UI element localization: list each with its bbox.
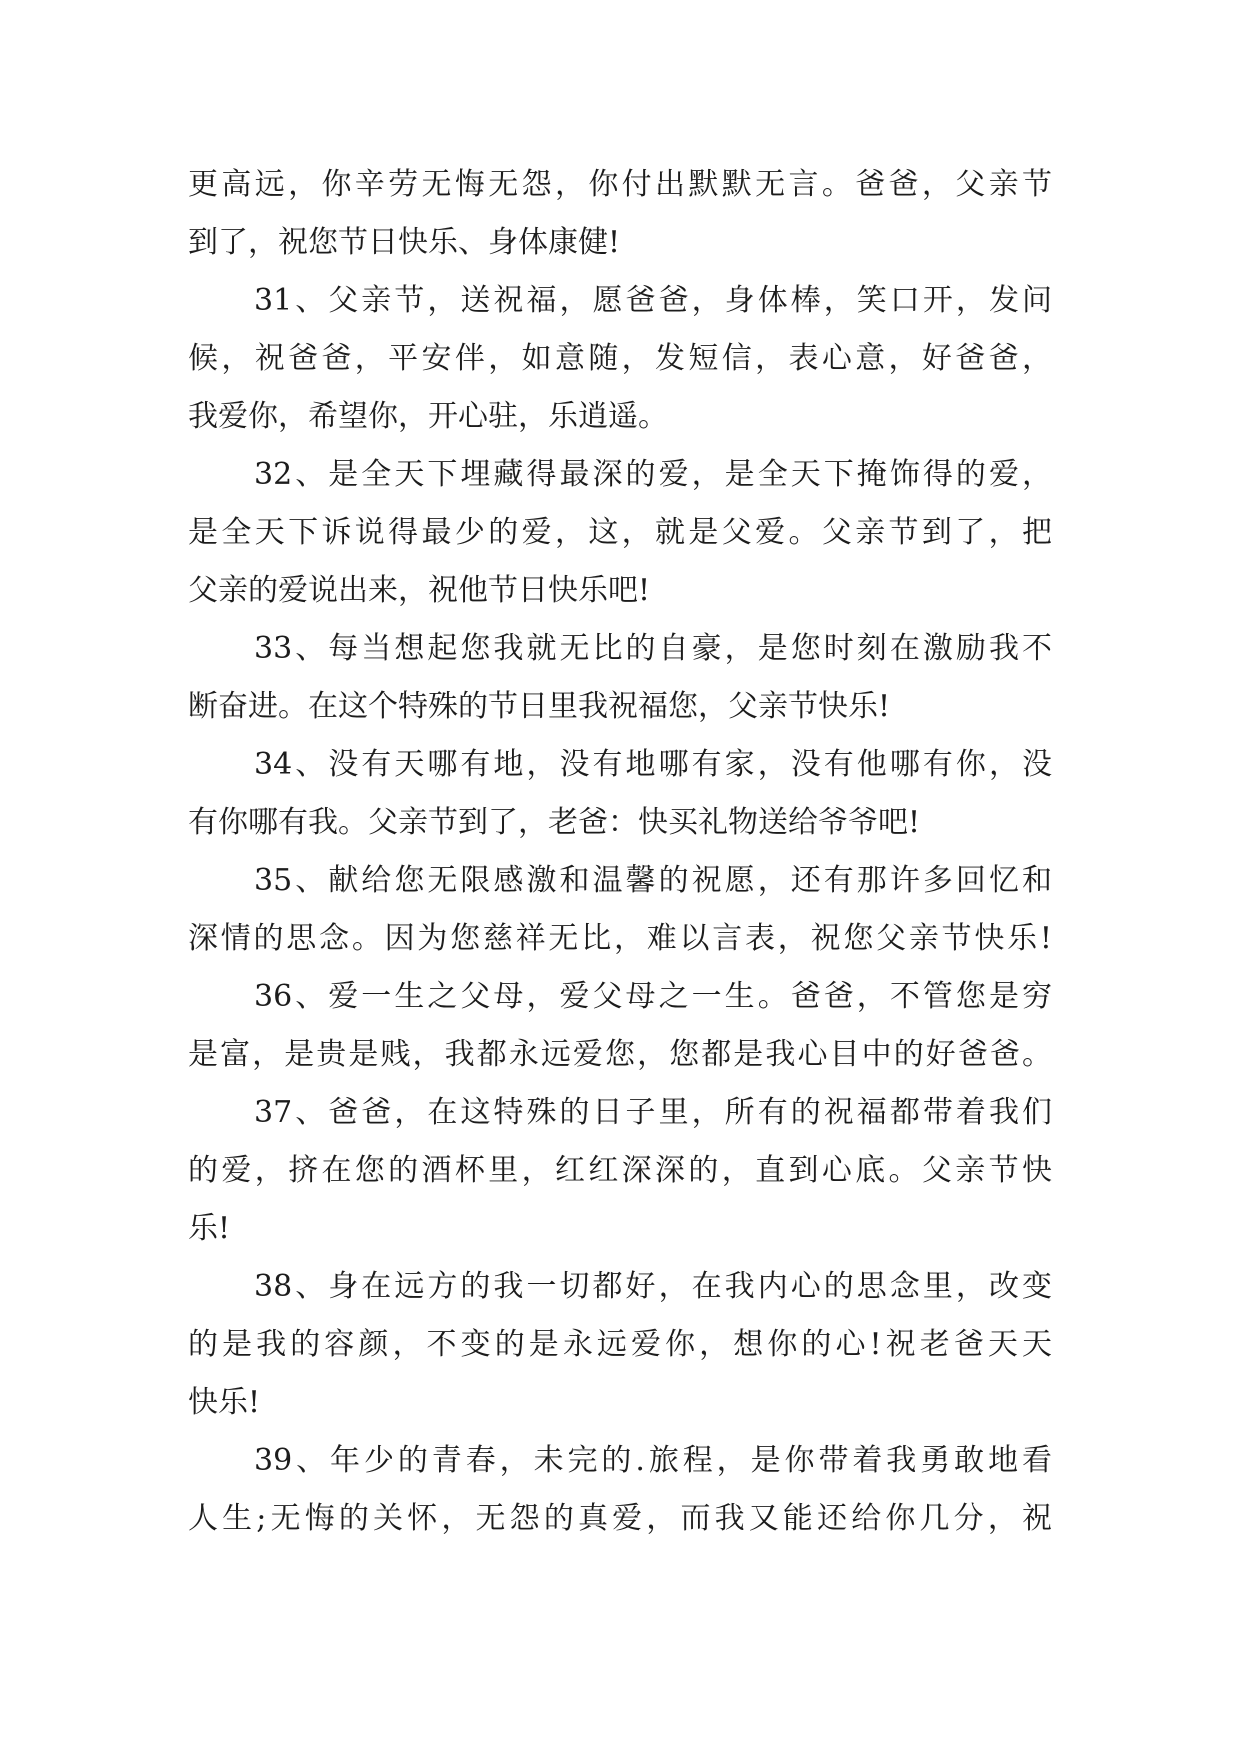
paragraph-continued: [188, 156, 1052, 272]
paragraph-line: 有你哪有我。父亲节到了，老爸：快买礼物送给爷爷吧!: [188, 805, 921, 840]
paragraph-line: 36、爱一生之父母，爱父母之一生。爸爸，不管您是穷: [254, 979, 1052, 1014]
paragraph-32: [188, 446, 1052, 620]
paragraph-line: 快乐!: [188, 1385, 261, 1420]
paragraph-36: [188, 968, 1052, 1084]
paragraph-35: [188, 852, 1052, 968]
paragraph-line: 的是我的容颜，不变的是永远爱你，想你的心!祝老爸天天: [188, 1327, 1052, 1362]
paragraph-line: 是富，是贵是贱，我都永远爱您，您都是我心目中的好爸爸。: [188, 1037, 1052, 1072]
paragraph-line: 我爱你，希望你，开心驻，乐逍遥。: [188, 399, 668, 434]
paragraph-line: 34、没有天哪有地，没有地哪有家，没有他哪有你，没: [254, 747, 1052, 782]
paragraph-33: [188, 620, 1052, 736]
paragraph-39: [188, 1432, 1052, 1548]
paragraph-line: 的爱，挤在您的酒杯里，红红深深的，直到心底。父亲节快: [188, 1153, 1052, 1188]
paragraph-line: 断奋进。在这个特殊的节日里我祝福您，父亲节快乐!: [188, 689, 891, 724]
paragraph-line: 更高远，你辛劳无悔无怨，你付出默默无言。爸爸，父亲节: [188, 167, 1052, 202]
paragraph-line: 人生;无悔的关怀，无怨的真爱，而我又能还给你几分，祝: [188, 1501, 1052, 1536]
document-body: [188, 156, 1052, 1548]
paragraph-line: 到了，祝您节日快乐、身体康健!: [188, 225, 621, 260]
paragraph-line: 深情的思念。因为您慈祥无比，难以言表，祝您父亲节快乐!: [188, 921, 1052, 956]
paragraph-line: 父亲的爱说出来，祝他节日快乐吧!: [188, 573, 651, 608]
paragraph-line: 31、父亲节，送祝福，愿爸爸，身体棒，笑口开，发问: [254, 283, 1052, 318]
paragraph-line: 39、年少的青春，未完的.旅程，是你带着我勇敢地看: [254, 1443, 1052, 1478]
paragraph-line: 候，祝爸爸，平安伴，如意随，发短信，表心意，好爸爸，: [188, 341, 1052, 376]
paragraph-line: 38、身在远方的我一切都好，在我内心的思念里，改变: [254, 1269, 1052, 1304]
paragraph-37: [188, 1084, 1052, 1258]
paragraph-line: 32、是全天下埋藏得最深的爱，是全天下掩饰得的爱，: [254, 457, 1052, 492]
paragraph-38: [188, 1258, 1052, 1432]
paragraph-line: 是全天下诉说得最少的爱，这，就是父爱。父亲节到了，把: [188, 515, 1052, 550]
paragraph-34: [188, 736, 1052, 852]
paragraph-31: [188, 272, 1052, 446]
paragraph-line: 35、献给您无限感激和温馨的祝愿，还有那许多回忆和: [254, 863, 1052, 898]
paragraph-line: 33、每当想起您我就无比的自豪，是您时刻在激励我不: [254, 631, 1052, 666]
paragraph-line: 37、爸爸，在这特殊的日子里，所有的祝福都带着我们: [254, 1095, 1052, 1130]
paragraph-line: 乐!: [188, 1211, 231, 1246]
